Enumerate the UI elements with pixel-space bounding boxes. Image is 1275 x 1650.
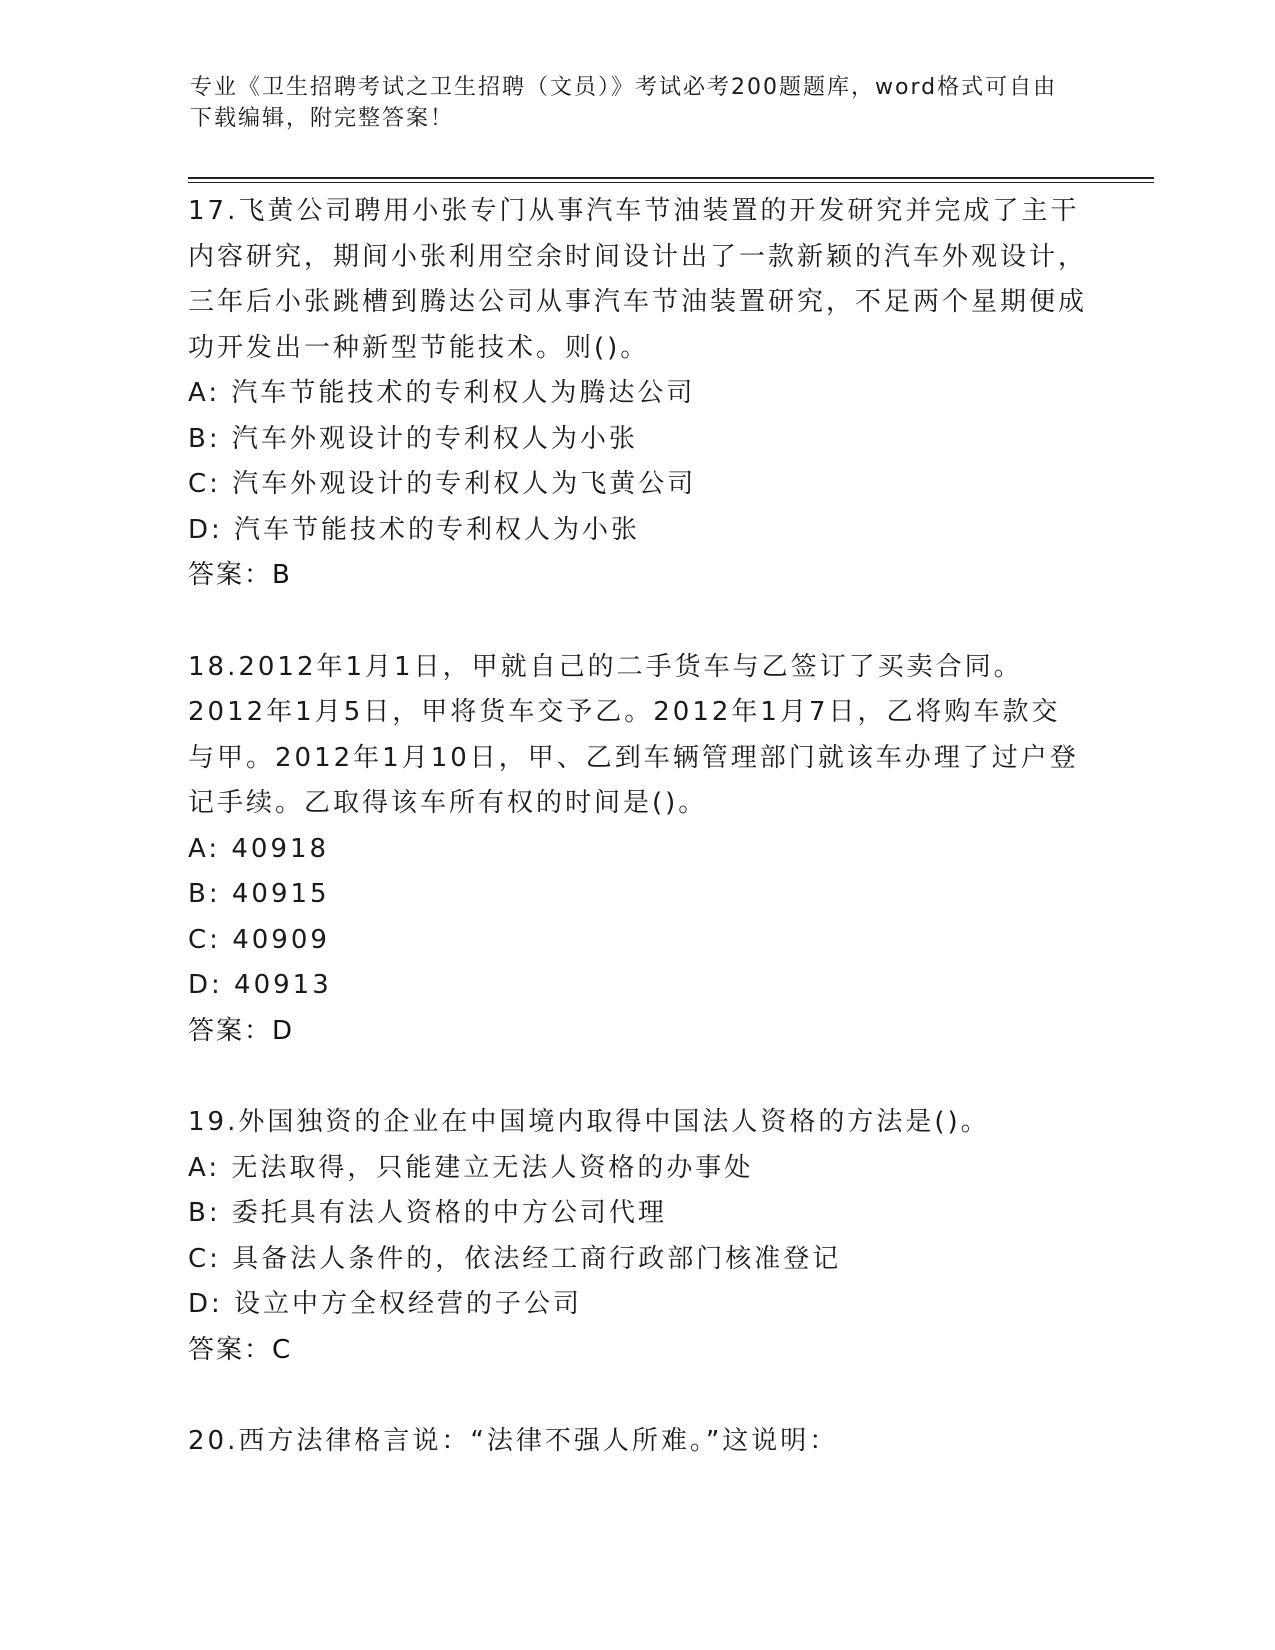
option-text: 设立中方全权经营的子公司 [234,1289,583,1319]
option-key: C: [188,924,221,955]
option-c [188,462,1088,508]
question-18 [188,645,1088,1055]
option-text: 具备法人条件的，依法经工商行政部门核准登记 [232,1243,842,1274]
option-a [188,1146,1088,1192]
option-key: C: [188,469,221,499]
question-19 [188,1100,1088,1373]
option-text: 40913 [234,970,332,1000]
question-list [188,189,1088,1511]
option-c [188,918,1088,964]
option-c [188,1237,1088,1283]
option-text: 无法取得，只能建立无法人资格的办事处 [231,1152,754,1183]
option-text: 汽车外观设计的专利权人为飞黄公司 [232,469,697,499]
option-key: A: [188,1152,221,1183]
answer-line: 答案：C [188,1334,293,1365]
option-text: 40915 [231,879,330,909]
option-key: A: [188,378,221,408]
answer-line: 答案：B [188,560,292,590]
option-d [188,963,1088,1009]
option-text: 委托具有法人资格的中方公司代理 [231,1198,667,1228]
option-key: D: [188,970,223,1000]
question-17 [188,189,1088,599]
option-d [188,508,1088,554]
option-d [188,1282,1088,1328]
option-b [188,417,1088,463]
option-text: 汽车节能技术的专利权人为小张 [234,514,641,545]
option-text: 40909 [232,924,330,955]
option-key: B: [188,423,221,454]
option-text: 40918 [231,833,330,864]
question-text: 17.飞黄公司聘用小张专门从事汽车节油装置的开发研究并完成了主干内容研究，期间小张利用空余时间设计出了一款新颖的汽车外观设计，三年后小张跳槽到腾达公司从事汽车节油装置研究，不足两个星期便成功开发出一种新型节能技术。则()。 [188,196,1088,363]
answer-line: 答案：D [188,1015,295,1046]
question-20 [188,1419,1088,1465]
question-text: 20.西方法律格言说：“法律不强人所难。”这说明： [188,1426,839,1456]
question-text: 19.外国独资的企业在中国境内取得中国法人资格的方法是()。 [188,1107,990,1137]
option-a [188,371,1088,417]
option-key: D: [188,1289,223,1319]
option-b [188,1191,1088,1237]
option-key: A: [188,833,221,864]
option-text: 汽车节能技术的专利权人为腾达公司 [231,378,696,408]
header-divider [188,177,1154,183]
document-header: 专业《卫生招聘考试之卫生招聘（文员）》考试必考200题题库，word格式可自由下载编辑，附完整答案！ [190,75,1058,131]
option-key: C: [188,1243,221,1274]
option-key: D: [188,514,223,545]
option-a [188,827,1088,873]
option-key: B: [188,879,221,909]
option-key: B: [188,1198,221,1228]
option-text: 汽车外观设计的专利权人为小张 [231,423,638,454]
option-b [188,872,1088,918]
question-text: 18.2012年1月1日，甲就自己的二手货车与乙签订了买卖合同。2012年1月5日，甲将货车交予乙。2012年1月7日，乙将购车款交与甲。2012年1月10日，甲、乙到车辆管理部门就该车办理了过户登记手续。乙取得该车所有权的时间是()。 [188,651,1079,818]
